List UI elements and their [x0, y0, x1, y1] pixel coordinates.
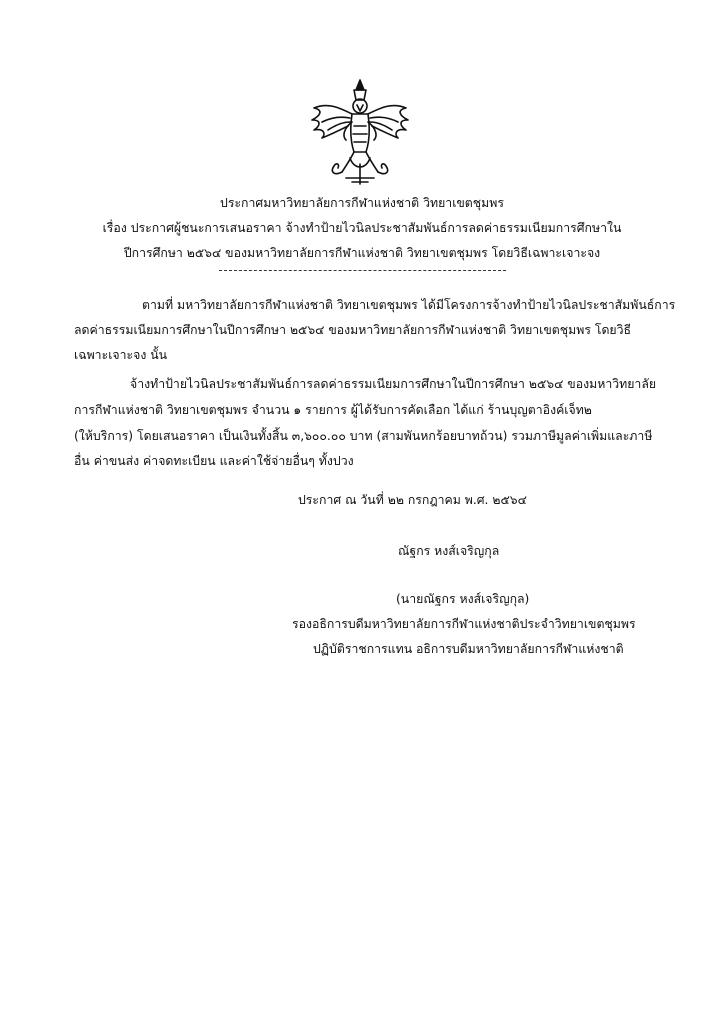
paragraph2-line2: การกีฬาแห่งชาติ วิทยาเขตชุมพร จำนวน ๑ รายการ ผู้ได้รับการคัดเลือก ได้แก่ ร้านบุญตาอิงค์เจ็ท๒: [74, 403, 592, 417]
paragraph1-line3: เฉพาะเจาะจง นั้น: [74, 348, 168, 362]
garuda-emblem-icon: [306, 78, 414, 188]
signer-name: (นายณัฐกร หงส์เจริญกุล): [396, 592, 530, 606]
signature: ณัฐกร หงส์เจริญกุล: [398, 544, 500, 558]
paragraph1-line2: ลดค่าธรรมเนียมการศึกษาในปีการศึกษา ๒๕๖๔ ของมหาวิทยาลัยการกีฬาแห่งชาติ วิทยาเขตชุมพร โดยวิธี: [74, 323, 632, 337]
paragraph2-line3: (ให้บริการ) โดยเสนอราคา เป็นเงินทั้งสิ้น ๓,๖๐๐.๐๐ บาท (สามพันหกร้อยบาทถ้วน) รวมภาษีมูลค่าเพิ่มและภาษี: [74, 429, 653, 443]
paragraph1-line1: ตามที่ มหาวิทยาลัยการกีฬาแห่งชาติ วิทยาเขตชุมพร ได้มีโครงการจ้างทำป้ายไวนิลประชาสัมพันธ์การ: [142, 298, 676, 312]
announce-date: ประกาศ ณ วันที่ ๒๒ กรกฎาคม พ.ศ. ๒๕๖๔: [298, 493, 527, 507]
subject-line-1: เรื่อง ประกาศผู้ชนะการเสนอราคา จ้างทำป้ายไวนิลประชาสัมพันธ์การลดค่าธรรมเนียมการศึกษาใน: [102, 221, 622, 235]
paragraph2-line4: อื่น ค่าขนส่ง ค่าจดทะเบียน และค่าใช้จ่ายอื่นๆ ทั้งปวง: [74, 454, 354, 468]
separator-line: [219, 270, 506, 271]
paragraph2-line1: จ้างทำป้ายไวนิลประชาสัมพันธ์การลดค่าธรรมเนียมการศึกษาในปีการศึกษา ๒๕๖๔ ของมหาวิทยาลัย: [130, 377, 657, 391]
subject-line-2: ปีการศึกษา ๒๕๖๔ ของมหาวิทยาลัยการกีฬาแห่งชาติ วิทยาเขตชุมพร โดยวิธีเฉพาะเจาะจง: [123, 246, 601, 260]
announcement-title: ประกาศมหาวิทยาลัยการกีฬาแห่งชาติ วิทยาเขตชุมพร: [220, 196, 504, 210]
signer-position-1: รองอธิการบดีมหาวิทยาลัยการกีฬาแห่งชาติประจำวิทยาเขตชุมพร: [292, 617, 636, 631]
signer-position-2: ปฏิบัติราชการแทน อธิการบดีมหาวิทยาลัยการกีฬาแห่งชาติ: [313, 642, 624, 656]
